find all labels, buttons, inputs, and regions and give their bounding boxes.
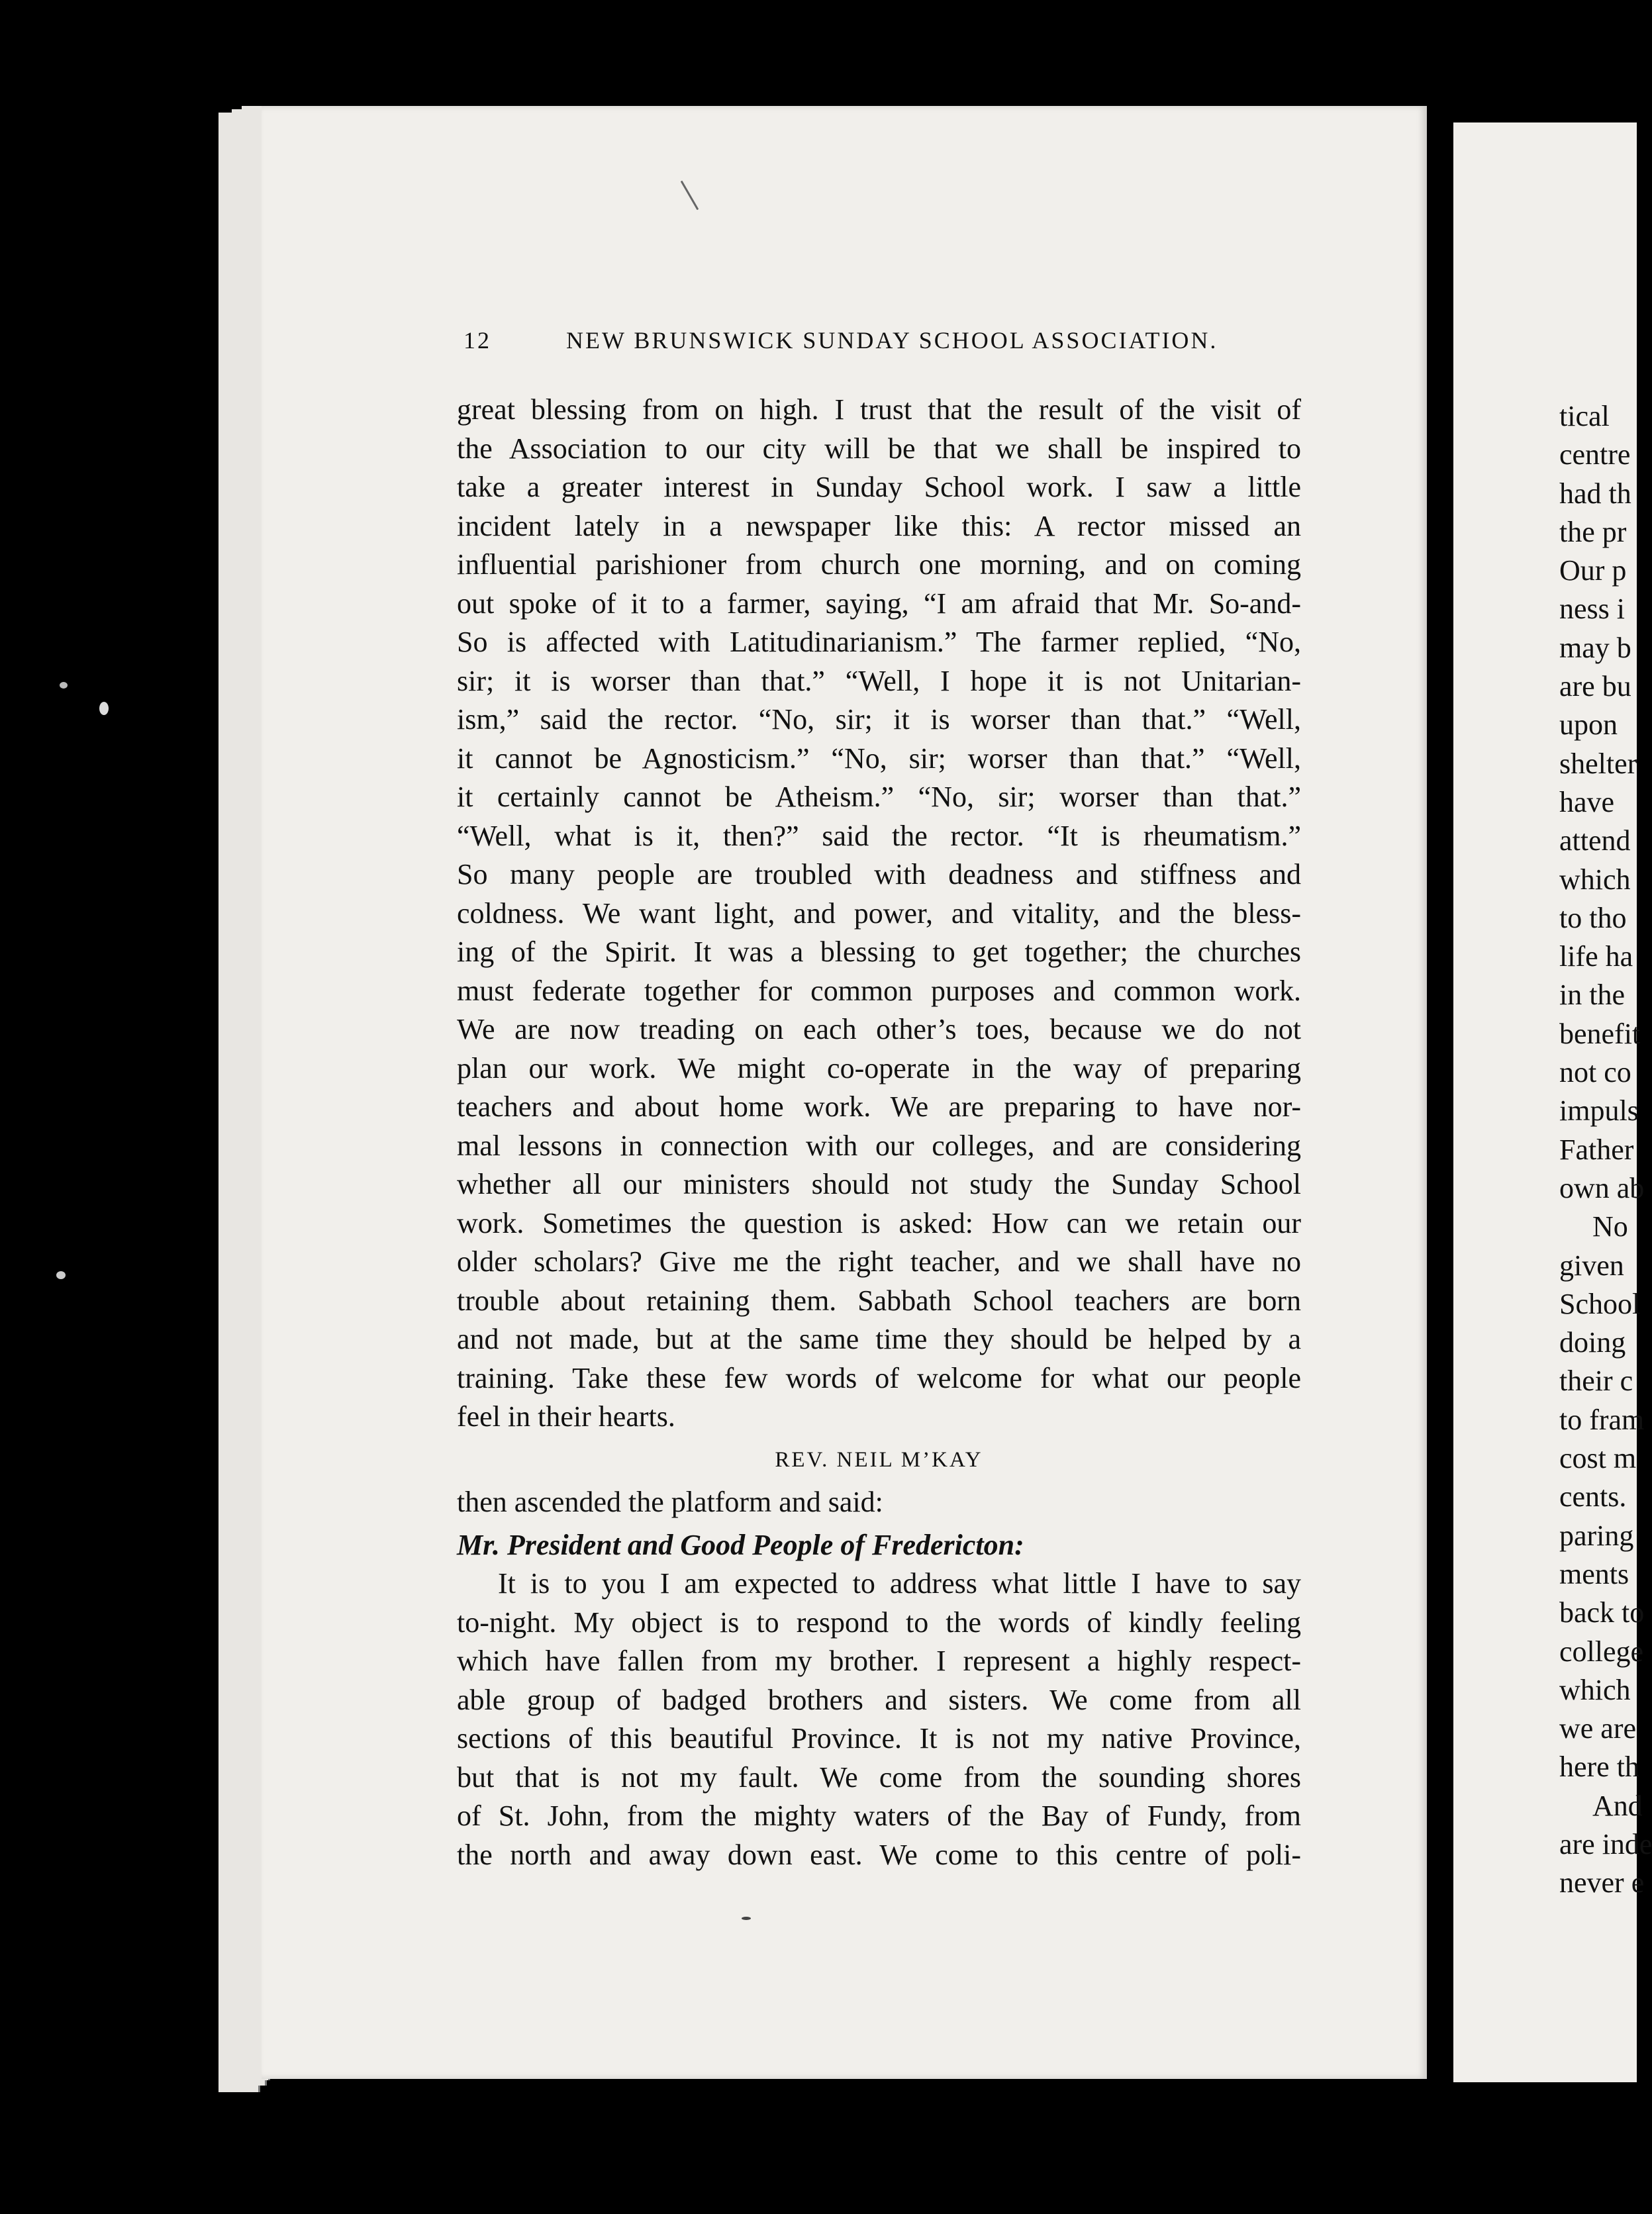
text-line: mal lessons in connection with our colleges, and are considering xyxy=(457,1129,1301,1162)
text-line: sir; it is worser than that.” “Well, I hope it is not Unitarian- xyxy=(457,664,1301,697)
scan-speck xyxy=(742,1917,751,1920)
facing-line: their c xyxy=(1559,1365,1633,1398)
running-title: NEW BRUNSWICK SUNDAY SCHOOL ASSOCIATION. xyxy=(566,327,1218,354)
speech-line: but that is not my fault. We come from the sounding shores xyxy=(457,1760,1301,1794)
text-line: and not made, but at the same time they should be helped by a xyxy=(457,1323,1301,1355)
salutation: Mr. President and Good People of Fredericton: xyxy=(457,1528,1024,1561)
text-line: it cannot be Agnosticism.” “No, sir; worser than that.” “Well, xyxy=(457,742,1301,775)
facing-line: which xyxy=(1559,863,1631,896)
facing-line: attend xyxy=(1559,824,1631,857)
speaker-heading: REV. NEIL M’KAY xyxy=(775,1447,983,1472)
speech-line: to-night. My object is to respond to the words of kindly feeling xyxy=(457,1606,1301,1639)
text-line: So many people are troubled with deadness and stiffness and xyxy=(457,858,1301,890)
text-line: out spoke of it to a farmer, saying, “I am afraid that Mr. So-and- xyxy=(457,587,1301,620)
text-line: work. Sometimes the question is asked: How can we retain our xyxy=(457,1206,1301,1239)
facing-line: ness i xyxy=(1559,593,1625,626)
facing-line: have xyxy=(1559,785,1615,818)
facing-line: college xyxy=(1559,1635,1644,1668)
text-line: feel in their hearts. xyxy=(457,1400,675,1433)
text-line: whether all our ministers should not study the Sunday School xyxy=(457,1168,1301,1200)
speech-line: It is to you I am expected to address what little I have to say xyxy=(498,1567,1301,1600)
text-line: coldness. We want light, and power, and vitality, and the bless- xyxy=(457,896,1301,930)
facing-line: Our p xyxy=(1559,554,1627,587)
text-line: plan our work. We might co-operate in the way of preparing xyxy=(457,1051,1301,1084)
facing-line: upon xyxy=(1559,708,1618,742)
intro-line: then ascended the platform and said: xyxy=(457,1486,883,1518)
facing-line: may b xyxy=(1559,631,1631,664)
text-line: ism,” said the rector. “No, sir; it is worser than that.” “Well, xyxy=(457,703,1301,736)
facing-line: benefit xyxy=(1559,1017,1641,1050)
text-line: must federate together for common purposes and common work. xyxy=(457,974,1301,1007)
speech-line: of St. John, from the mighty waters of the Bay of Fundy, from xyxy=(457,1800,1301,1832)
facing-line: And xyxy=(1592,1789,1643,1822)
facing-line: doing xyxy=(1559,1326,1626,1359)
text-line: training. Take these few words of welcome for what our people xyxy=(457,1361,1301,1394)
text-line: teachers and about home work. We are preparing to have nor- xyxy=(457,1090,1301,1123)
text-line: incident lately in a newspaper like this: A rector missed an xyxy=(457,509,1301,542)
facing-line: never e xyxy=(1559,1866,1645,1900)
facing-line: life ha xyxy=(1559,940,1633,973)
facing-line: to fram xyxy=(1559,1403,1645,1436)
text-line: So is affected with Latitudinarianism.” The farmer replied, “No, xyxy=(457,626,1301,658)
text-line: We are now treading on each other’s toes, because we do not xyxy=(457,1013,1301,1045)
speech-line: the north and away down east. We come to this centre of poli- xyxy=(457,1838,1301,1871)
text-line: influential parishioner from church one morning, and on coming xyxy=(457,548,1301,581)
facing-line: which xyxy=(1559,1673,1631,1706)
text-line: great blessing from on high. I trust that the result of the visit of xyxy=(457,393,1301,426)
facing-line: not co xyxy=(1559,1056,1631,1089)
facing-line: we are xyxy=(1559,1712,1637,1745)
facing-line: No xyxy=(1592,1210,1628,1243)
speech-line: able group of badged brothers and sisters. We come from all xyxy=(457,1683,1301,1716)
facing-line: are inde xyxy=(1559,1827,1652,1860)
facing-line: impuls xyxy=(1559,1094,1639,1128)
facing-line: Father xyxy=(1559,1133,1634,1166)
facing-line: in the xyxy=(1559,979,1625,1012)
text-line: trouble about retaining them. Sabbath School teachers are born xyxy=(457,1284,1301,1317)
text-line: ing of the Spirit. It was a blessing to get together; the churches xyxy=(457,936,1301,968)
facing-line: given xyxy=(1559,1249,1624,1282)
speech-line: sections of this beautiful Province. It is not my native Province, xyxy=(457,1722,1301,1755)
facing-line: own ab xyxy=(1559,1171,1645,1204)
facing-line: had th xyxy=(1559,477,1631,510)
text-line: older scholars? Give me the right teacher, and we shall have no xyxy=(457,1245,1301,1278)
text-line: the Association to our city will be that we shall be inspired to xyxy=(457,432,1301,465)
scan-speck xyxy=(99,702,109,715)
scan-speck xyxy=(60,682,68,689)
text-line: “Well, what is it, then?” said the rector. “It is rheumatism.” xyxy=(457,819,1301,852)
page-number: 12 xyxy=(463,327,491,354)
facing-line: paring xyxy=(1559,1519,1634,1552)
facing-line: back to xyxy=(1559,1596,1645,1629)
text-line: it certainly cannot be Atheism.” “No, sir; worser than that.” xyxy=(457,781,1301,813)
facing-line: cents. xyxy=(1559,1480,1627,1514)
facing-line: are bu xyxy=(1559,670,1631,703)
text-line: take a greater interest in Sunday School work. I saw a little xyxy=(457,471,1301,503)
facing-line: School xyxy=(1559,1287,1641,1320)
facing-page-text xyxy=(1559,397,1652,1903)
facing-line: to tho xyxy=(1559,901,1627,934)
facing-line: cost m xyxy=(1559,1442,1637,1475)
facing-line: centre xyxy=(1559,438,1631,471)
page-body xyxy=(457,391,1301,1874)
scan-speck xyxy=(56,1271,66,1279)
facing-line: shelter xyxy=(1559,747,1637,780)
speech-line: which have fallen from my brother. I represent a highly respect- xyxy=(457,1645,1301,1677)
facing-line: ments xyxy=(1559,1557,1629,1590)
facing-line: here th xyxy=(1559,1751,1639,1784)
facing-line: tical xyxy=(1559,400,1610,432)
facing-line: the pr xyxy=(1559,515,1627,548)
